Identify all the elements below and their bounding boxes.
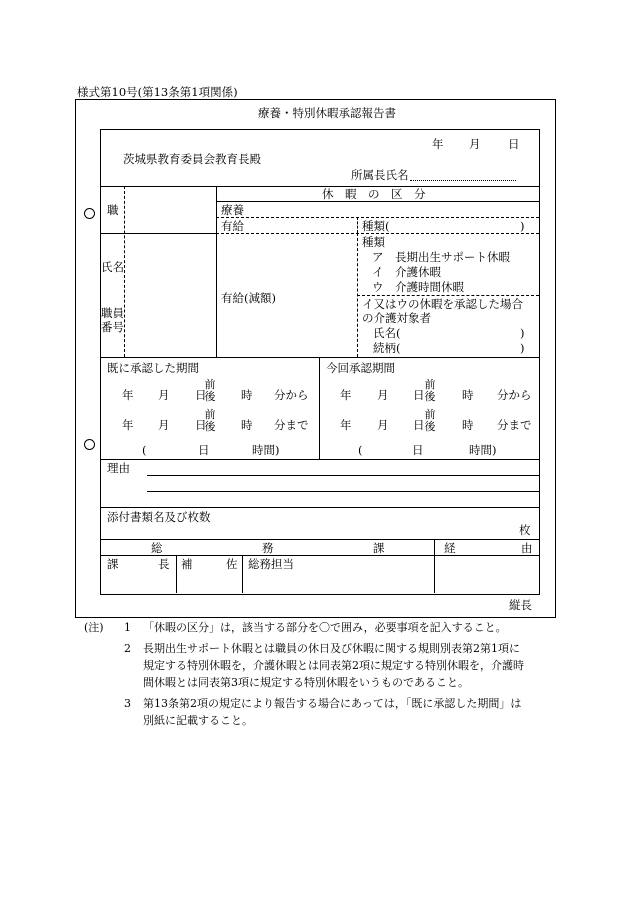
cur-from-ampm[interactable] [423, 379, 437, 402]
assistant-char: 佐 [226, 557, 238, 571]
prev-to-year[interactable]: 年 [122, 418, 134, 432]
close-paren: ) [520, 326, 525, 340]
current-period-label: 今回承認期間 [326, 361, 395, 375]
leave-option-a[interactable]: ア 長期出生サポート休暇 [372, 250, 510, 264]
pm-label: 後 [204, 389, 216, 403]
note-number: 3 [124, 697, 131, 710]
note-2-line: 間休暇とは同表第3項に規定する特別休暇をいうものであること。 [143, 676, 469, 689]
via-char: 由 [521, 541, 533, 555]
previous-period-label: 既に承認した期間 [107, 361, 199, 375]
cur-from-minute[interactable]: 分から [497, 388, 532, 402]
general-affairs-char: 務 [262, 541, 274, 555]
care-name-field[interactable]: 氏名( [373, 326, 401, 340]
prev-total-open: ( [142, 443, 147, 457]
am-label: 前 [424, 408, 436, 421]
cur-total-open: ( [358, 443, 363, 457]
cur-total-days[interactable]: 日 [412, 443, 424, 457]
care-note-2: の介護対象者 [362, 311, 431, 325]
prev-from-minute[interactable]: 分から [274, 388, 309, 402]
leave-option-u[interactable]: ウ 介護時間休暇 [372, 280, 464, 294]
staff-number-label-1: 職員 [101, 306, 124, 320]
note-number: 1 [124, 621, 131, 634]
leave-option-i[interactable]: イ 介護休暇 [372, 265, 441, 279]
cur-to-ampm[interactable] [423, 409, 437, 432]
prev-from-month[interactable]: 月 [158, 388, 170, 402]
leave-paid[interactable]: 有給 [221, 219, 244, 233]
attachments-label: 添付書類名及び枚数 [107, 510, 211, 524]
staff-label: 総務担当 [248, 557, 294, 571]
am-label: 前 [204, 378, 216, 391]
am-label: 前 [424, 378, 436, 391]
post-label: 職 [107, 203, 119, 217]
cur-from-day[interactable]: 日 [413, 388, 425, 402]
pm-label: 後 [204, 419, 216, 433]
note-2-line: 長期出生サポート休暇とは職員の休日及び休暇に関する規則別表第2第1項に [143, 642, 520, 655]
prev-total-hours[interactable]: 時間) [252, 443, 280, 457]
note-1-line: 「休暇の区分」は，該当する部分を〇で囲み，必要事項を記入すること。 [143, 621, 507, 634]
prev-from-day[interactable]: 日 [195, 388, 207, 402]
cur-to-month[interactable]: 月 [377, 418, 389, 432]
sheets-unit[interactable]: 枚 [519, 523, 531, 537]
addressee: 茨城県教育委員会教育長殿 [123, 152, 261, 166]
binder-hole-icon [84, 208, 95, 219]
leave-category-header: 休 暇 の 区 分 [322, 187, 426, 201]
via-char: 経 [444, 541, 456, 555]
general-affairs-char: 総 [151, 541, 163, 555]
form-number: 様式第10号(第13条第1項関係) [77, 85, 238, 99]
notes-prefix: (注) [84, 621, 104, 634]
cur-total-hours[interactable]: 時間) [469, 443, 497, 457]
assistant-char: 補 [181, 557, 193, 571]
leave-medical[interactable]: 療養 [221, 203, 244, 217]
cur-to-day[interactable]: 日 [413, 418, 425, 432]
reason-line[interactable] [147, 475, 539, 476]
binder-hole-icon [84, 439, 95, 450]
note-3-line: 別紙に記載すること。 [143, 714, 253, 727]
date-year[interactable]: 年 [432, 137, 444, 151]
leave-type-label: 種類 [362, 235, 385, 249]
prev-to-day[interactable]: 日 [195, 418, 207, 432]
prev-to-hour[interactable]: 時 [241, 418, 253, 432]
general-affairs-char: 課 [373, 541, 385, 555]
prev-total-days[interactable]: 日 [198, 443, 210, 457]
prev-to-ampm[interactable] [203, 409, 217, 432]
cur-to-minute[interactable]: 分まで [497, 418, 532, 432]
section-chief-char: 課 [107, 557, 119, 571]
prev-from-ampm[interactable] [203, 379, 217, 402]
prev-to-month[interactable]: 月 [158, 418, 170, 432]
date-month[interactable]: 月 [469, 137, 481, 151]
supervisor-name-field[interactable] [410, 180, 516, 181]
reason-line[interactable] [147, 491, 539, 492]
pm-label: 後 [424, 419, 436, 433]
cur-to-year[interactable]: 年 [340, 418, 352, 432]
staff-number-label-2: 番号 [101, 320, 124, 334]
am-label: 前 [204, 408, 216, 421]
reason-label: 理由 [107, 461, 130, 475]
note-2-line: 規定する特別休暇を，介護休暇とは同表第2項に規定する特別休暇を，介護時 [143, 659, 524, 672]
page-title: 療養・特別休暇承認報告書 [258, 106, 396, 120]
close-paren: ) [520, 219, 525, 233]
cur-from-hour[interactable]: 時 [462, 388, 474, 402]
cur-to-hour[interactable]: 時 [462, 418, 474, 432]
cur-from-year[interactable]: 年 [340, 388, 352, 402]
pm-label: 後 [424, 389, 436, 403]
section-chief-char: 長 [158, 557, 170, 571]
orientation-label: 縦長 [509, 598, 532, 612]
supervisor-label: 所属長氏名 [351, 168, 409, 182]
care-note-1: イ又はウの休暇を承認した場合 [362, 297, 523, 311]
leave-paid-reduced[interactable]: 有給(減額) [221, 291, 276, 305]
cur-from-month[interactable]: 月 [377, 388, 389, 402]
close-paren: ) [520, 341, 525, 355]
note-3-line: 第13条第2項の規定により報告する場合にあっては，「既に承認した期間」は [143, 697, 522, 710]
date-day[interactable]: 日 [508, 137, 520, 151]
name-label: 氏名 [101, 260, 124, 274]
prev-from-hour[interactable]: 時 [241, 388, 253, 402]
care-relation-field[interactable]: 続柄( [373, 341, 401, 355]
prev-to-minute[interactable]: 分まで [274, 418, 309, 432]
prev-from-year[interactable]: 年 [122, 388, 134, 402]
leave-type-field[interactable]: 種類( [362, 219, 390, 233]
note-number: 2 [124, 642, 131, 655]
